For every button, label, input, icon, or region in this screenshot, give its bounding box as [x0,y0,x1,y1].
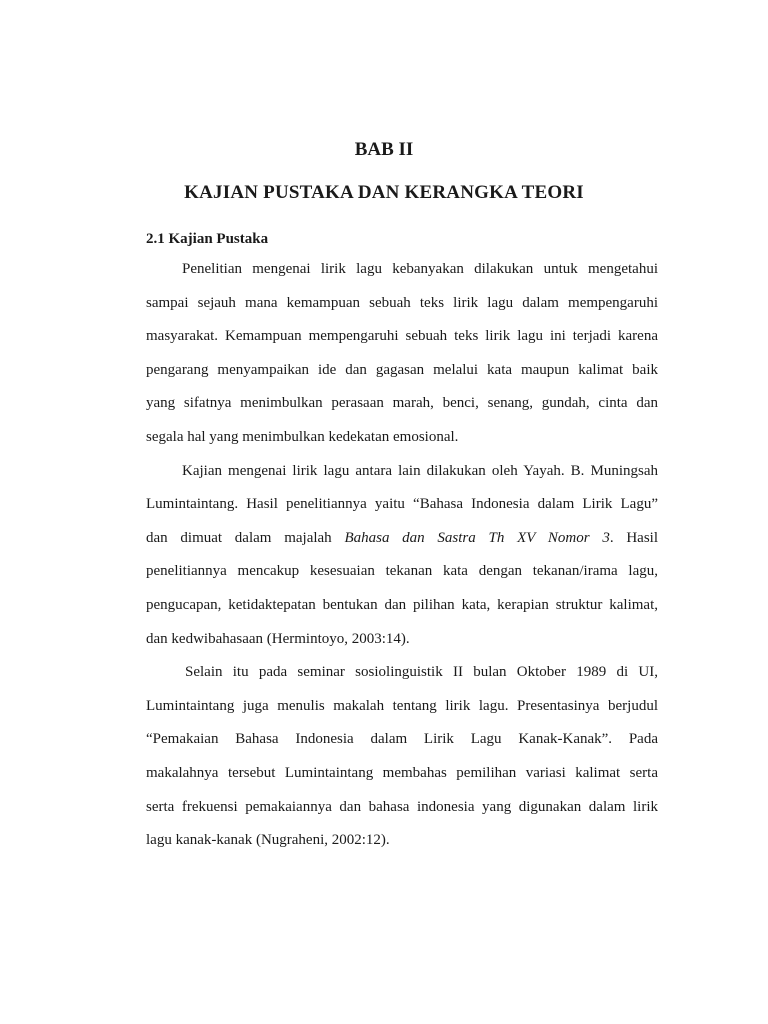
text-line: sampai sejauh mana kemampuan sebuah teks lirik lagu dalam mempengaruhi [146,294,658,311]
text-line: penelitiannya mencakup kesesuaian tekanan kata dengan tekanan/irama lagu, [146,563,658,580]
text-segment: . Hasil [609,529,658,546]
text-line: makalahnya tersebut Lumintaintang membahas pemilihan variasi kalimat serta [146,764,658,781]
text-line-with-citation [146,522,658,556]
document-body [146,253,658,858]
text-line: yang sifatnya menimbulkan perasaan marah, benci, senang, gundah, cinta dan [146,395,658,412]
paragraph-2 [146,455,658,657]
journal-title: Bahasa dan Sastra Th XV Nomor 3 [344,529,610,546]
section-heading: 2.1 Kajian Pustaka [146,231,269,247]
text-line: Selain itu pada seminar sosiolinguistik II bulan Oktober 1989 di UI, [185,664,658,681]
text-line: Lumintaintang juga menulis makalah tentang lirik lagu. Presentasinya berjudul [146,697,658,714]
text-line: Kajian mengenai lirik lagu antara lain dilakukan oleh Yayah. B. Muningsah [182,462,658,479]
text-line: pengucapan, ketidaktepatan bentukan dan pilihan kata, kerapian struktur kalimat, [146,596,658,613]
text-line: Penelitian mengenai lirik lagu kebanyakan dilakukan untuk mengetahui [182,261,658,277]
chapter-heading: BAB II [354,139,414,160]
text-line: “Pemakaian Bahasa Indonesia dalam Lirik Lagu Kanak-Kanak”. Pada [146,731,658,748]
text-line: segala hal yang menimbulkan kedekatan emosional. [146,428,459,445]
text-segment: dan dimuat dalam majalah [146,529,332,546]
text-line: Lumintaintang. Hasil penelitiannya yaitu “Bahasa Indonesia dalam Lirik Lagu” [146,496,658,513]
text-line: lagu kanak-kanak (Nugraheni, 2002:12). [146,832,390,849]
chapter-title: KAJIAN PUSTAKA DAN KERANGKA TEORI [184,182,584,203]
text-line: masyarakat. Kemampuan mempengaruhi sebuah teks lirik lagu ini terjadi karena [146,328,658,345]
text-line: pengarang menyampaikan ide dan gagasan melalui kata maupun kalimat baik [146,361,658,378]
paragraph-1 [146,253,658,455]
text-line: serta frekuensi pemakaiannya dan bahasa indonesia yang digunakan dalam lirik [146,798,658,815]
paragraph-3 [146,656,658,858]
text-line: dan kedwibahasaan (Hermintoyo, 2003:14). [146,630,410,647]
